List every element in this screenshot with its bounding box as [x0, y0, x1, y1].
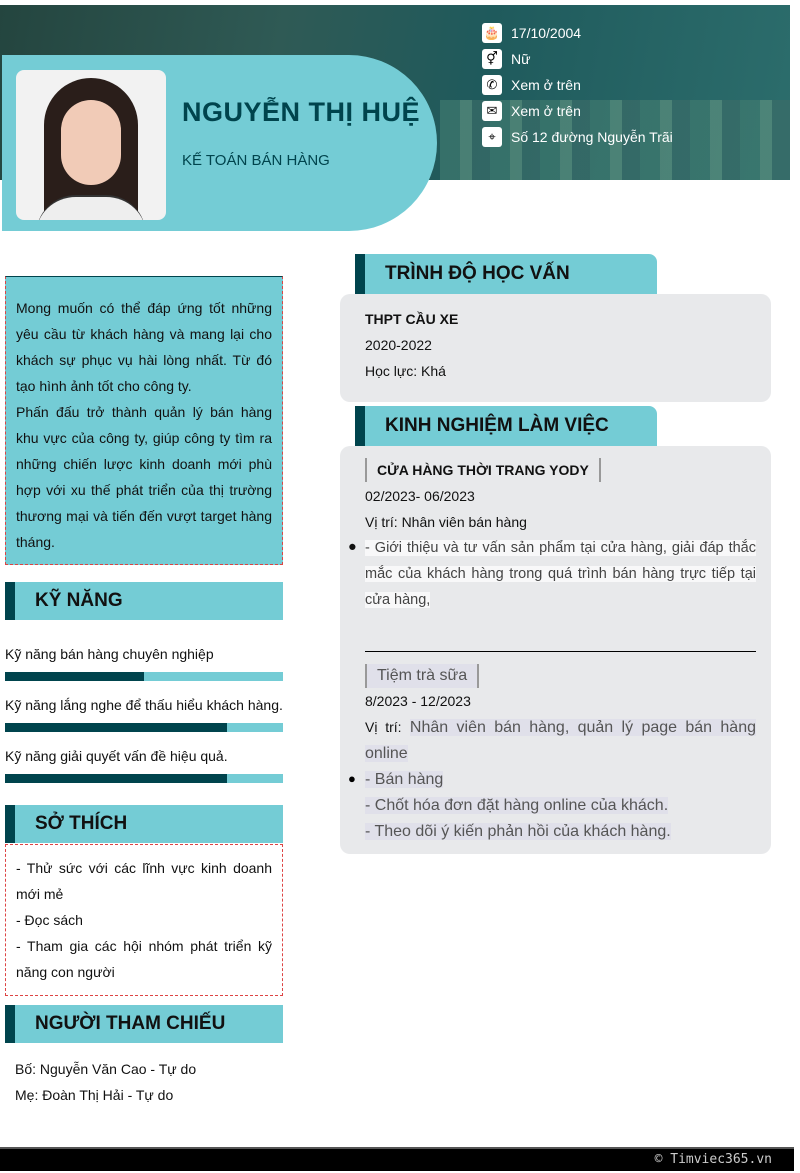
section-title-experience: KINH NGHIỆM LÀM VIỆC	[355, 406, 657, 446]
skill-label: Kỹ năng lắng nghe để thấu hiểu khách hàng.	[5, 697, 283, 713]
hobby-item: - Thử sức với các lĩnh vực kinh doanh mới mẻ	[16, 860, 272, 902]
skill-label: Kỹ năng giải quyết vấn đề hiệu quả.	[5, 748, 228, 764]
job-duties	[348, 767, 756, 845]
section-title-references: NGƯỜI THAM CHIẾU	[5, 1005, 283, 1043]
company-name: CỬA HÀNG THỜI TRANG YODY	[365, 458, 601, 482]
skill-item	[5, 646, 283, 681]
skill-label: Kỹ năng bán hàng chuyên nghiệp	[5, 646, 214, 662]
contact-value: Nữ	[511, 51, 531, 67]
contact-phone	[482, 72, 673, 98]
duty-item: - Bán hàng	[365, 771, 444, 788]
avatar	[16, 70, 166, 220]
position-value: Nhân viên bán hàng	[401, 514, 527, 530]
position-label: Vị trí:	[365, 719, 402, 735]
education-grade: Học lực: Khá	[365, 363, 446, 379]
skill-bar	[5, 723, 283, 732]
location-icon: ⌖	[482, 127, 502, 147]
position-value: Nhân viên bán hàng, quản lý page bán hàng online	[365, 719, 757, 762]
job-period: 02/2023- 06/2023	[365, 488, 475, 504]
skill-bar	[5, 774, 283, 783]
school-name: THPT CẦU XE	[365, 311, 459, 327]
position-label: Vị trí:	[365, 514, 398, 530]
divider	[365, 651, 756, 652]
job-duties	[348, 535, 756, 613]
footer-copyright: © Timviec365.vn	[0, 1147, 794, 1171]
job-title: KẾ TOÁN BÁN HÀNG	[182, 152, 330, 169]
job-position	[365, 714, 756, 767]
duty-item: - Chốt hóa đơn đặt hàng online của khách.	[365, 797, 669, 814]
skill-bar	[5, 672, 283, 681]
objective-text: Phấn đấu trở thành quản lý bán hàng khu vực của công ty, giúp công ty tìm ra những chiến lược kinh doanh mới phù hợp với xu thế phát triển của thị trường thương mại và tiến đến vượt target hàng tháng.	[16, 404, 272, 550]
skill-bar-fill	[5, 672, 144, 681]
email-icon: ✉	[482, 101, 502, 121]
company-name: Tiệm trà sữa	[365, 664, 479, 688]
contact-value: Số 12 đường Nguyễn Trãi	[511, 129, 673, 145]
contact-address	[482, 124, 673, 150]
contact-gender	[482, 46, 673, 72]
contact-birthday	[482, 20, 673, 46]
education-period: 2020-2022	[365, 337, 432, 353]
hobbies-list	[5, 844, 283, 996]
objective-text: Mong muốn có thể đáp ứng tốt những yêu cầu từ khách hàng và mang lại cho khách sự phục vụ hài lòng nhất. Từ đó tạo hình ảnh tốt cho công ty.	[16, 300, 272, 394]
section-title-education: TRÌNH ĐỘ HỌC VẤN	[355, 254, 657, 294]
skill-bar-fill	[5, 723, 227, 732]
references-list	[15, 1056, 196, 1108]
career-objective	[5, 276, 283, 565]
experience-card	[340, 446, 771, 854]
duty-item: - Giới thiệu và tư vấn sản phẩm tại cửa hàng, giải đáp thắc mắc của khách hàng trong quá trình bán hàng trực tiếp tại cửa hàng,	[365, 540, 756, 608]
contact-email	[482, 98, 673, 124]
section-title-skills: KỸ NĂNG	[5, 582, 283, 620]
skill-item	[5, 697, 283, 732]
birthday-cake-icon: 🎂	[482, 23, 502, 43]
gender-icon: ⚥	[482, 49, 502, 69]
bullet-icon: ●	[348, 771, 356, 786]
phone-icon: ✆	[482, 75, 502, 95]
job-position	[365, 509, 756, 535]
candidate-name: NGUYỄN THỊ HUỆ	[182, 97, 421, 127]
education-card	[340, 294, 771, 402]
reference-item: Mẹ: Đoàn Thị Hải - Tự do	[15, 1087, 174, 1103]
skill-bar-fill	[5, 774, 227, 783]
contact-list	[482, 20, 673, 150]
skill-item	[5, 748, 283, 783]
reference-item: Bố: Nguyễn Văn Cao - Tự do	[15, 1061, 197, 1077]
hobby-item: - Đọc sách	[16, 912, 83, 928]
section-title-hobbies: SỞ THÍCH	[5, 805, 283, 843]
duty-item: - Theo dõi ý kiến phản hồi của khách hàng.	[365, 823, 671, 840]
bullet-icon: ●	[348, 539, 357, 555]
contact-value: Xem ở trên	[511, 103, 581, 119]
hobby-item: - Tham gia các hội nhóm phát triển kỹ năng con người	[16, 938, 272, 980]
job-period: 8/2023 - 12/2023	[365, 693, 471, 709]
contact-value: Xem ở trên	[511, 77, 581, 93]
contact-value: 17/10/2004	[511, 25, 582, 41]
